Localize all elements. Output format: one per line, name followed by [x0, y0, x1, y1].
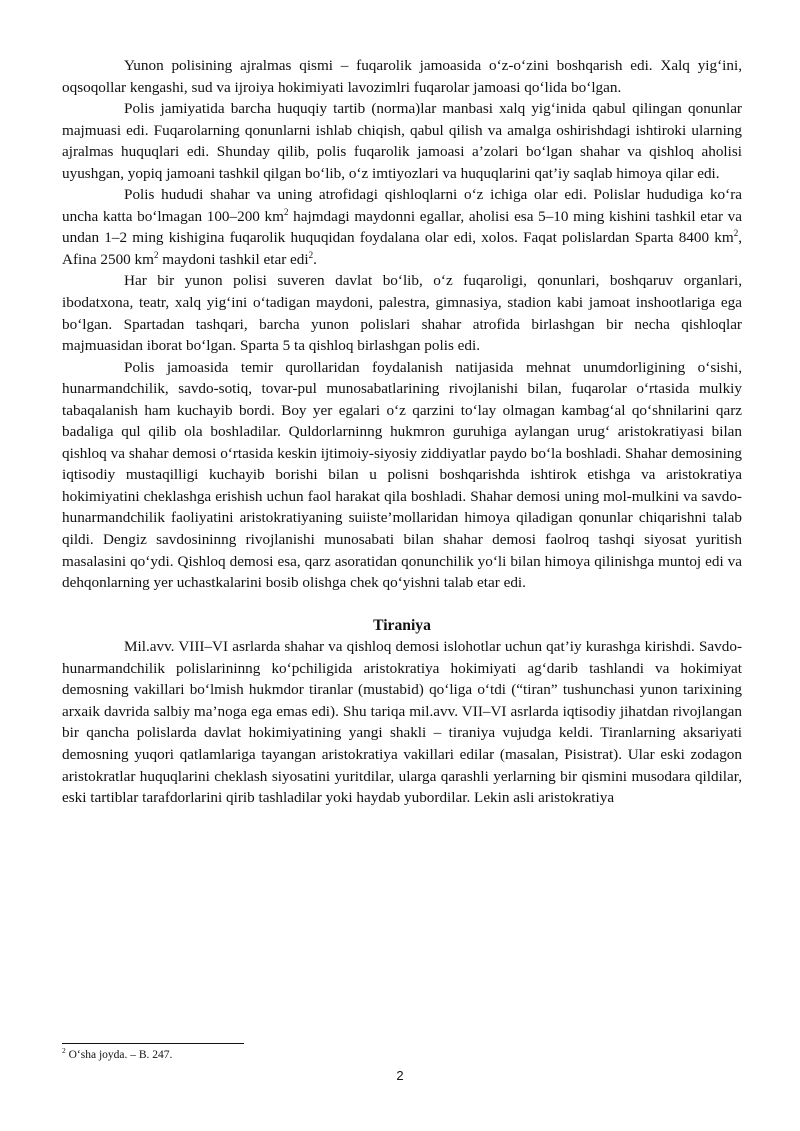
paragraph-text: Polis jamoasida temir qurollaridan foydalanish natijasida mehnat unumdorligining o‘sishi, hunarmandchilik, savdo-sotiq, tovar-pul munosabatlarining rivojlanishi bilan, fuqarolar o‘rtasida mulkiy tabaqalanish ham kuchayib bordi. Boy yer egalari o‘z qarzini to‘lay olmagan kambag‘al qo‘shnilarini qarz badaliga qul qilib ola boshladilar. Quldorlarninng hukmron guruhiga aylangan urug‘ aristokratiyasi bilan qishloq va shahar demosi o‘rtasida keskin ijtimoiy-siyosiy ziddiyatlar paydo bo‘la boshladi. Shahar demosining iqtisodiy mustaqilligi kuchayib borishi bilan u polisni boshqarishda ishtirok etishga va aristokratiya hokimiyatini cheklashga erishish uchun faol harakat qila boshladi. Shahar demosi uning mol-mulkini va savdo-hunarmandchilik faoliyatini aristokratiyaning suiiste’mollaridan himoya qiladigan qonunlar chiqarishni talab qildi. Dengiz savdosininng rivojlanishi munosabati bilan shahar demosi faolroq tashqi siyosat yuritish masalasini qo‘ydi. Qishloq demosi esa, qarz asoratidan qonunchilik yo‘li bilan himoya qilinishga muntoj edi va dehqonlarning yer uchastkalarini bosib olishga chek qo‘yishni talab etar edi.	[62, 358, 742, 592]
body-text	[62, 55, 742, 809]
paragraph-text: , Afina 2500 km	[62, 229, 742, 268]
paragraph-text: hajmdagi maydonni egallar, aholisi esa 5–10 ming kishini tashkil etar va undan 1–2 ming kishigina fuqarolik huquqidan foydalana olar edi, xolos. Faqat polislardan Sparta 8400 km	[62, 207, 743, 247]
paragraph-text: .	[313, 250, 317, 268]
superscript: 2	[308, 249, 314, 260]
paragraph	[62, 636, 742, 808]
paragraph-text: Har bir yunon polisi suveren davlat bo‘lib, o‘z fuqaroligi, qonunlari, boshqaruv organlari, ibodatxona, teatr, xalq yig‘ini o‘tadigan maydoni, palestra, gimnasiya, stadion kabi jamoat inshootlariga ega bo‘lgan. Spartadan tashqari, barcha yunon polislari shahar atrofida birlashgan bir necha qishloqlar majmuasidan iborat bo‘lgan. Sparta 5 ta qishloq birlashgan polis edi.	[62, 272, 742, 355]
paragraph-text: Polis jamiyatida barcha huquqiy tartib (norma)lar manbasi xalq yig‘inida qabul qilingan qonunlar majmuasi edi. Fuqarolarning qonunlarni ishlab chiqish, qabul qilish va amalga oshirishdagi ishtiroki ularning ajralmas huquqlari edi. Shunday qilib, polis fuqarolik jamoasi a’zolari bo‘lgan shahar va qishloq aholisi uyushgan, yopiq jamoani tashkil qilgan bo‘lib, o‘z imtiyozlari va huquqlarini qat’iy saqlab himoya qilar edi.	[62, 100, 742, 182]
paragraph	[62, 98, 742, 184]
paragraph-text: Mil.avv. VIII–VI asrlarda shahar va qishloq demosi islohotlar uchun qat’iy kurashga kirishdi. Savdo-hunarmandchilik polislarininng ko‘pchiligida aristokratiya hokimiyati ag‘darib tashlandi va hokimiyat demosning vakillari bo‘lmish hukmdor tiranlar (mustabid) qo‘liga o‘tdi (“tiran” tushunchasi yunon tarixining arxaik davrida salbiy ma’noga ega emas edi). Shu tariqa mil.avv. VII–VI asrlarda iqtisodiy jihatdan rivojlangan bir qancha polislarda davlat hokimiyatining yangi shakli – tiraniya vujudga keldi. Tiranlarning aksariyati demosning yuqori qatlamlariga tayangan aristokratiya vakillari edilar (masalan, Pisistrat). Ular eski zodagon aristokratlar huquqlarini cheklash siyosatini yuritdilar, ularga qarashli yerlarning bir qismini musodara qildilar, eski tartiblar tarafdorlarini qirib tashladilar yoki haydab yubordilar. Lekin asli aristokratiya	[62, 638, 742, 807]
footnote-divider	[62, 1043, 244, 1044]
superscript: 2	[733, 228, 739, 239]
page-number: 2	[396, 1068, 404, 1083]
paragraph	[62, 270, 742, 356]
paragraph-text: Yunon polisining ajralmas qismi – fuqarolik jamoasida o‘z-o‘zini boshqarish edi. Xalq yig‘ini, oqsoqollar kengashi, sud va ijroiya hokimiyati lavozimlri fuqarolar jamoasi qo‘lida bo‘lgan.	[62, 57, 742, 96]
section-heading: Tiraniya	[373, 616, 431, 634]
paragraph	[62, 184, 742, 270]
footnote	[62, 1048, 742, 1062]
paragraph-group	[62, 636, 742, 808]
superscript: 2	[283, 206, 289, 217]
footnote-marker: 2	[62, 1046, 66, 1056]
paragraph	[62, 55, 742, 98]
paragraph-group	[62, 55, 742, 594]
paragraph-text: maydoni tashkil etar edi	[158, 250, 309, 268]
paragraph-text: Polis hududi shahar va uning atrofidagi qishloqlarni o‘z ichiga olar edi. Polislar hududiga ko‘ra uncha katta bo‘lmagan 100–200 km	[62, 186, 742, 225]
paragraph	[62, 357, 742, 594]
footnote-text: O‘sha joyda. – B. 247.	[65, 1049, 173, 1061]
superscript: 2	[153, 249, 159, 260]
